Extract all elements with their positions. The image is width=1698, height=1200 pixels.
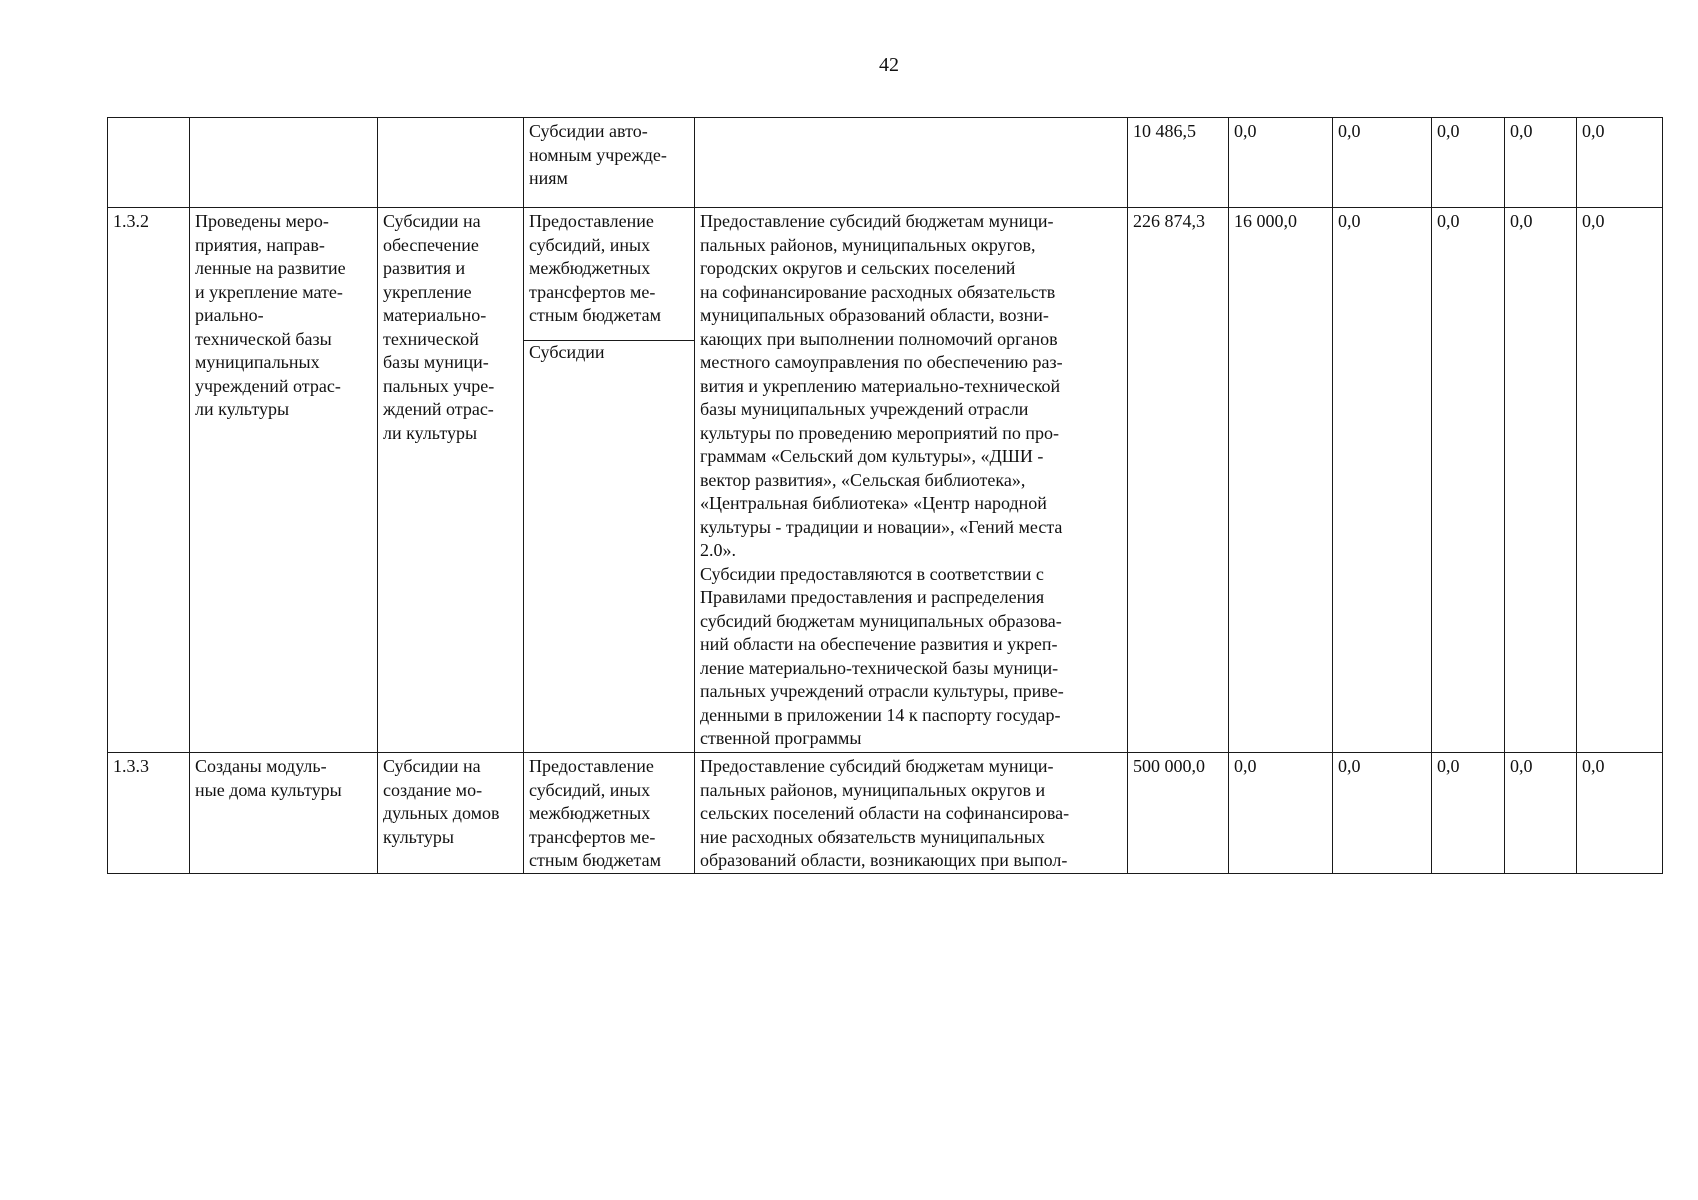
value-cell: 0,0	[1432, 208, 1505, 753]
result-cell: Созданы модуль- ные дома культуры	[190, 753, 378, 874]
value-cell: 0,0	[1577, 208, 1663, 753]
table-row	[108, 208, 1663, 753]
page-number: 42	[879, 54, 899, 76]
value-cell: 0,0	[1505, 118, 1577, 208]
type-cell: Субсидии авто- номным учрежде- ниям	[524, 118, 695, 208]
table-row	[108, 118, 1663, 208]
value-cell: 0,0	[1577, 118, 1663, 208]
table-row	[108, 753, 1663, 874]
type-cell-top: Предоставление субсидий, иных межбюджетных трансфертов ме- стным бюджетам	[524, 208, 694, 341]
description-cell	[695, 118, 1128, 208]
value-cell: 0,0	[1333, 208, 1432, 753]
program-table	[107, 117, 1663, 874]
type-cell: Предоставление субсидий, иных межбюджетных трансфертов ме- стным бюджетам	[524, 753, 695, 874]
value-cell: 0,0	[1333, 753, 1432, 874]
result-cell: Проведены меро- приятия, направ- ленные на развитие и укрепление мате- риально- технической базы муниципальных учреждений отрас- ли культуры	[190, 208, 378, 753]
value-cell: 0,0	[1333, 118, 1432, 208]
value-cell: 0,0	[1432, 753, 1505, 874]
row-number-cell: 1.3.2	[108, 208, 190, 753]
event-cell	[378, 118, 524, 208]
type-cell-bottom: Субсидии	[529, 341, 605, 362]
event-cell: Субсидии на обеспечение развития и укрепление материально- технической базы муници- пальных учре- ждений отрас- ли культуры	[378, 208, 524, 753]
value-cell: 0,0	[1577, 753, 1663, 874]
row-number-cell: 1.3.3	[108, 753, 190, 874]
value-cell: 0,0	[1432, 118, 1505, 208]
value-cell: 500 000,0	[1128, 753, 1229, 874]
value-cell: 0,0	[1505, 753, 1577, 874]
description-cell: Предоставление субсидий бюджетам муници- пальных районов, муниципальных округов, городских округов и сельских поселений на софинансирование расходных обязательств муниципальных образований области, возни- кающих при выполнении полномочий органов местного самоуправления по обеспечению раз- вития и укреплению материально-технической базы муниципальных учреждений отрасли культуры по проведению мероприятий по про- граммам «Сельский дом культуры», «ДШИ - вектор развития», «Сельская библиотека», «Центральная библиотека» «Центр народной культуры - традиции и новации», «Гений места 2.0». Субсидии предоставляются в соответствии с Правилами предоставления и распределения субсидий бюджетам муниципальных образова- ний области на обеспечение развития и укреп- ление материально-технической базы муници- пальных учреждений отрасли культуры, приве- денными в приложении 14 к паспорту государ- ственной программы	[695, 208, 1128, 753]
result-cell	[190, 118, 378, 208]
value-cell: 10 486,5	[1128, 118, 1229, 208]
type-cell	[524, 208, 695, 753]
description-cell: Предоставление субсидий бюджетам муници- пальных районов, муниципальных округов и сельских поселений области на софинансирова- ние расходных обязательств муниципальных образований области, возникающих при выпол-	[695, 753, 1128, 874]
value-cell: 0,0	[1229, 118, 1333, 208]
event-cell: Субсидии на создание мо- дульных домов культуры	[378, 753, 524, 874]
value-cell: 16 000,0	[1229, 208, 1333, 753]
row-number-cell	[108, 118, 190, 208]
value-cell: 226 874,3	[1128, 208, 1229, 753]
value-cell: 0,0	[1505, 208, 1577, 753]
value-cell: 0,0	[1229, 753, 1333, 874]
